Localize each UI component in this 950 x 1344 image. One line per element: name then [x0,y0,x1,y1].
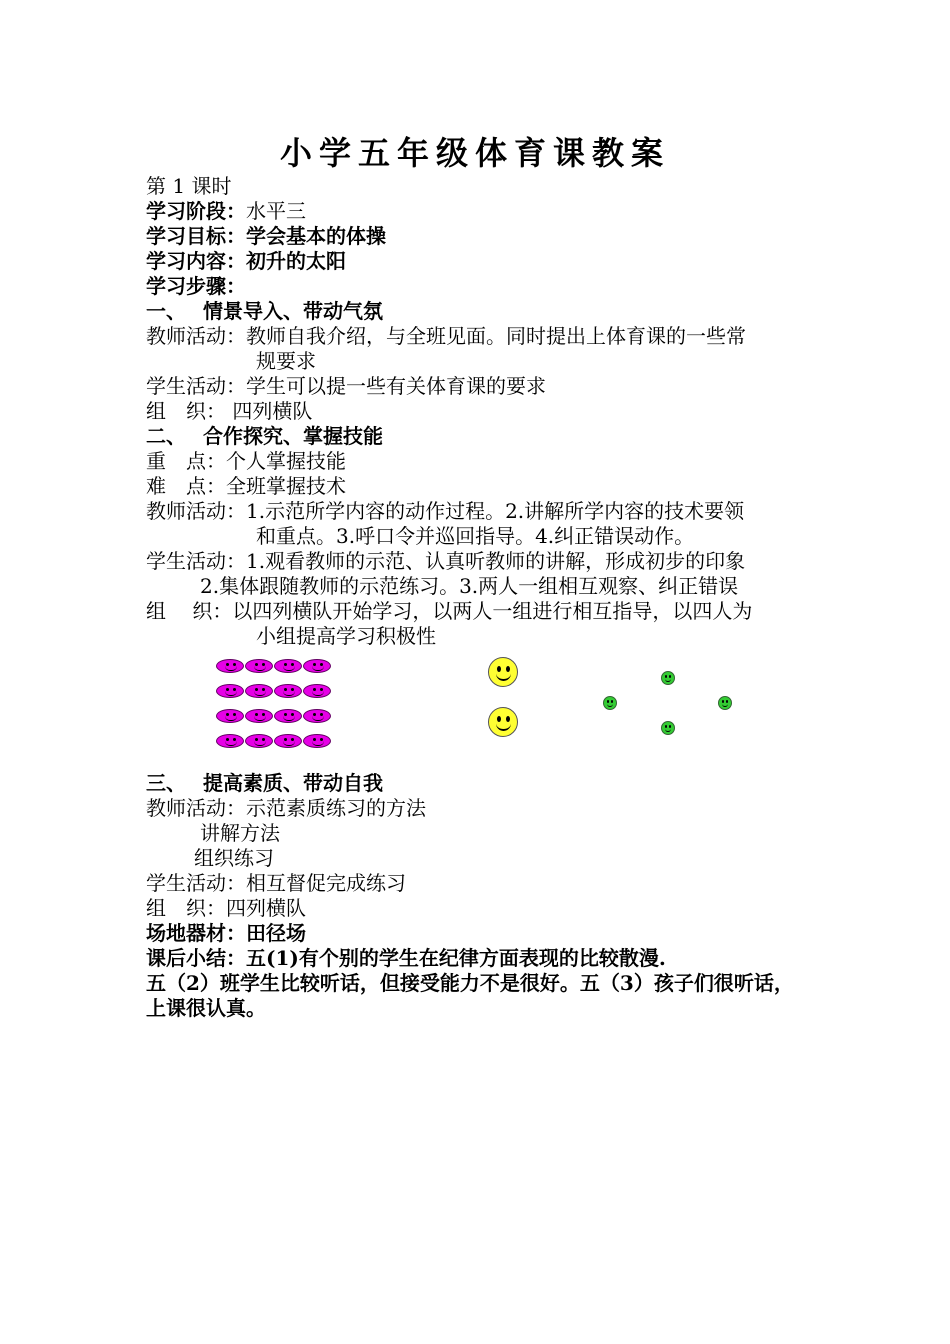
teacher-activity-2: 教师活动：1.示范所学内容的动作过程。2.讲解所学内容的技术要领 [146,499,745,523]
organization-2: 组 织：以四列横队开始学习，以两人一组进行相互指导，以四人为 [146,599,753,623]
student-icon [216,659,244,673]
organization-3: 组 织：四列横队 [146,896,306,920]
organization-2-cont: 小组提高学习积极性 [256,624,436,648]
small-smiley-icon [603,696,617,710]
teacher-activity-3-item-2: 组织练习 [194,846,274,870]
smiley-face-icon [488,707,518,737]
student-icon [245,709,273,723]
student-activity-3: 学生活动：相互督促完成练习 [146,871,406,895]
formation-diagram [0,650,950,760]
student-activity-2: 学生活动：1.观看教师的示范、认真听教师的讲解，形成初步的印象 [146,549,746,573]
lesson-summary: 课后小结：五(1)有个别的学生在纪律方面表现的比较散漫. [146,946,666,970]
section-one-heading: 一、 情景导入、带动气氛 [146,299,383,323]
student-icon [216,684,244,698]
student-icon [274,684,302,698]
small-smiley-icon [661,721,675,735]
teacher-activity-1-cont: 规要求 [256,349,316,373]
venue-equipment: 场地器材：田径场 [146,921,306,945]
page-title: 小学五年级体育课教案 [279,134,670,172]
student-icon [274,734,302,748]
small-smiley-icon [661,671,675,685]
small-smiley-icon [718,696,732,710]
key-point: 重 点：个人掌握技能 [146,449,346,473]
section-three-heading: 三、 提高素质、带动自我 [146,771,383,795]
student-icon [274,659,302,673]
learning-content: 学习内容：初升的太阳 [146,249,346,273]
learning-goal: 学习目标：学会基本的体操 [146,224,386,248]
section-two-heading: 二、 合作探究、掌握技能 [146,424,383,448]
learning-steps-heading: 学习步骤： [146,274,246,298]
difficulty: 难 点：全班掌握技术 [146,474,346,498]
student-icon [303,684,331,698]
student-icon [216,734,244,748]
learning-stage [146,199,306,224]
student-icon [303,659,331,673]
student-icon [303,709,331,723]
student-activity-1: 学生活动：学生可以提一些有关体育课的要求 [146,374,546,398]
learning-stage-label: 学习阶段： [146,199,246,223]
teacher-activity-3: 教师活动：示范素质练习的方法 [146,796,426,820]
learning-stage-value: 水平三 [246,199,306,223]
organization-1: 组 织： 四列横队 [146,399,313,423]
lesson-summary-cont-1: 五（2）班学生比较听话，但接受能力不是很好。五（3）孩子们很听话， [146,971,794,995]
smiley-face-icon [488,657,518,687]
student-icon [216,709,244,723]
student-icon [245,734,273,748]
teacher-activity-1: 教师活动：教师自我介绍，与全班见面。同时提出上体育课的一些常 [146,324,746,348]
teacher-activity-2-cont: 和重点。3.呼口令并巡回指导。4.纠正错误动作。 [256,524,695,548]
lesson-number: 第 1 课时 [146,174,232,198]
lesson-summary-cont-2: 上课很认真。 [146,996,266,1020]
student-icon [245,684,273,698]
student-activity-2-cont: 2.集体跟随教师的示范练习。3.两人一组相互观察、纠正错误 [200,574,739,598]
student-icon [274,709,302,723]
student-icon [303,734,331,748]
teacher-activity-3-item-1: 讲解方法 [200,821,280,845]
student-icon [245,659,273,673]
